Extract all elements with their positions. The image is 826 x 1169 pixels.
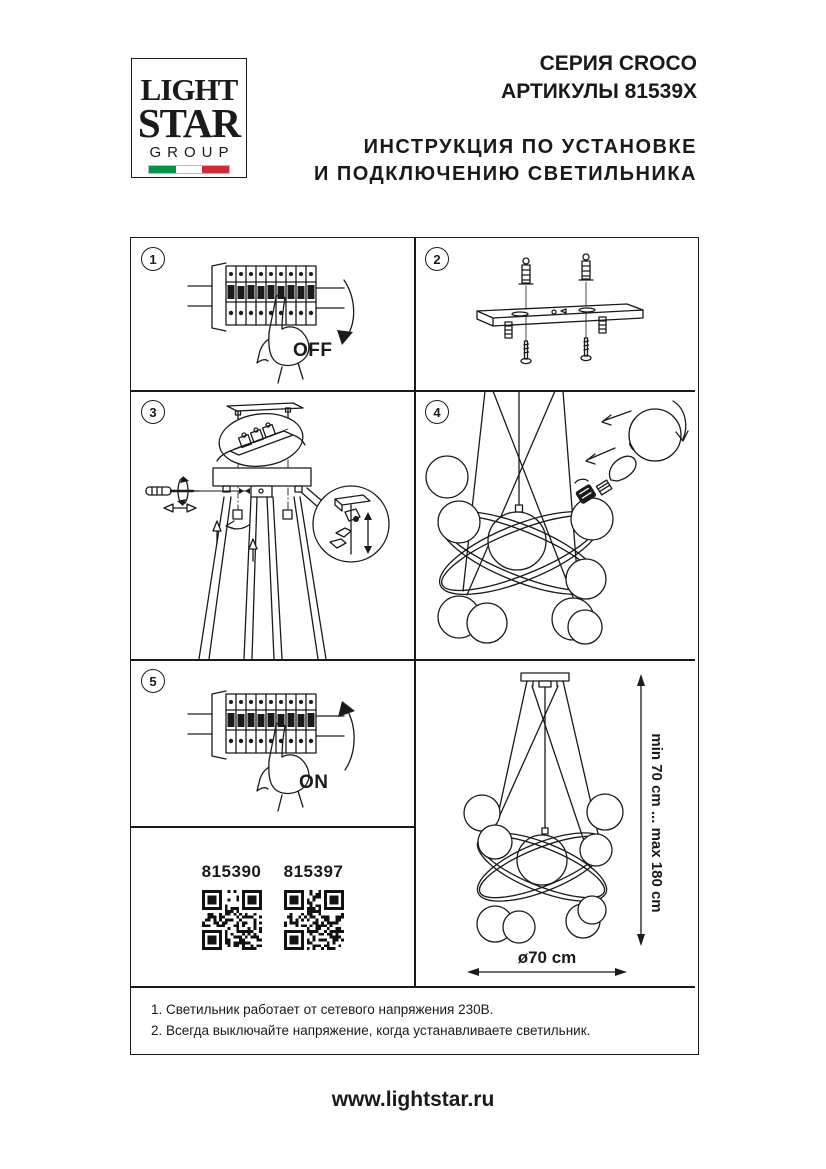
series-title: СЕРИЯ CROCO: [539, 52, 697, 75]
off-label: OFF: [293, 340, 333, 361]
canopy-mounting-drawing: [131, 391, 414, 659]
step2-number: 2: [425, 247, 449, 271]
article-code: 815390: [201, 862, 262, 881]
qr-code-image: [284, 890, 344, 950]
qr-item-815397: [284, 862, 344, 950]
qr-code-image: [202, 890, 262, 950]
logo-word-group: GROUP: [149, 144, 235, 161]
step1-panel: [131, 238, 414, 390]
on-label: ON: [299, 772, 329, 793]
logo-word-light: LIGHT: [140, 72, 238, 107]
qr-panel: [131, 826, 414, 986]
step5-panel: [131, 660, 414, 826]
note-1: 1. Светильник работает от сетевого напряжения 230В.: [151, 1002, 494, 1017]
article-code: 815397: [283, 862, 344, 881]
step1-number: 1: [141, 247, 165, 271]
step4-panel: [415, 391, 698, 659]
flag-red: [202, 166, 229, 173]
italian-flag-bar: [148, 165, 230, 174]
note-2: 2. Всегда выключайте напряжение, когда устанавливаете светильник.: [151, 1023, 591, 1038]
height-range-label: min 70 cm ... max 180 cm: [648, 733, 665, 913]
lightstar-logo: [131, 58, 247, 178]
flag-white: [176, 166, 203, 173]
qr-item-815390: [202, 862, 262, 950]
website-url: www.lightstar.ru: [331, 1088, 495, 1111]
circuit-breaker-off-drawing: [131, 238, 414, 390]
logo-word-star: STAR: [137, 100, 241, 146]
mounting-bracket-drawing: [415, 238, 698, 390]
step5-number: 5: [141, 669, 165, 693]
step3-number: 3: [141, 400, 165, 424]
instruction-title-line1: ИНСТРУКЦИЯ ПО УСТАНОВКЕ: [363, 136, 697, 158]
step2-panel: [415, 238, 698, 390]
step3-panel: [131, 391, 414, 659]
instruction-title-line2: И ПОДКЛЮЧЕНИЮ СВЕТИЛЬНИКА: [313, 163, 697, 185]
flag-green: [149, 166, 176, 173]
notes-panel: [131, 986, 698, 1054]
bulb-installation-drawing: [415, 391, 698, 659]
dimensions-panel: [415, 660, 698, 986]
diameter-label: ø70 cm: [517, 948, 577, 967]
step4-number: 4: [425, 400, 449, 424]
articles-title: АРТИКУЛЫ 81539X: [501, 80, 697, 103]
instruction-grid: [130, 237, 699, 1055]
circuit-breaker-on-drawing: [131, 660, 414, 826]
